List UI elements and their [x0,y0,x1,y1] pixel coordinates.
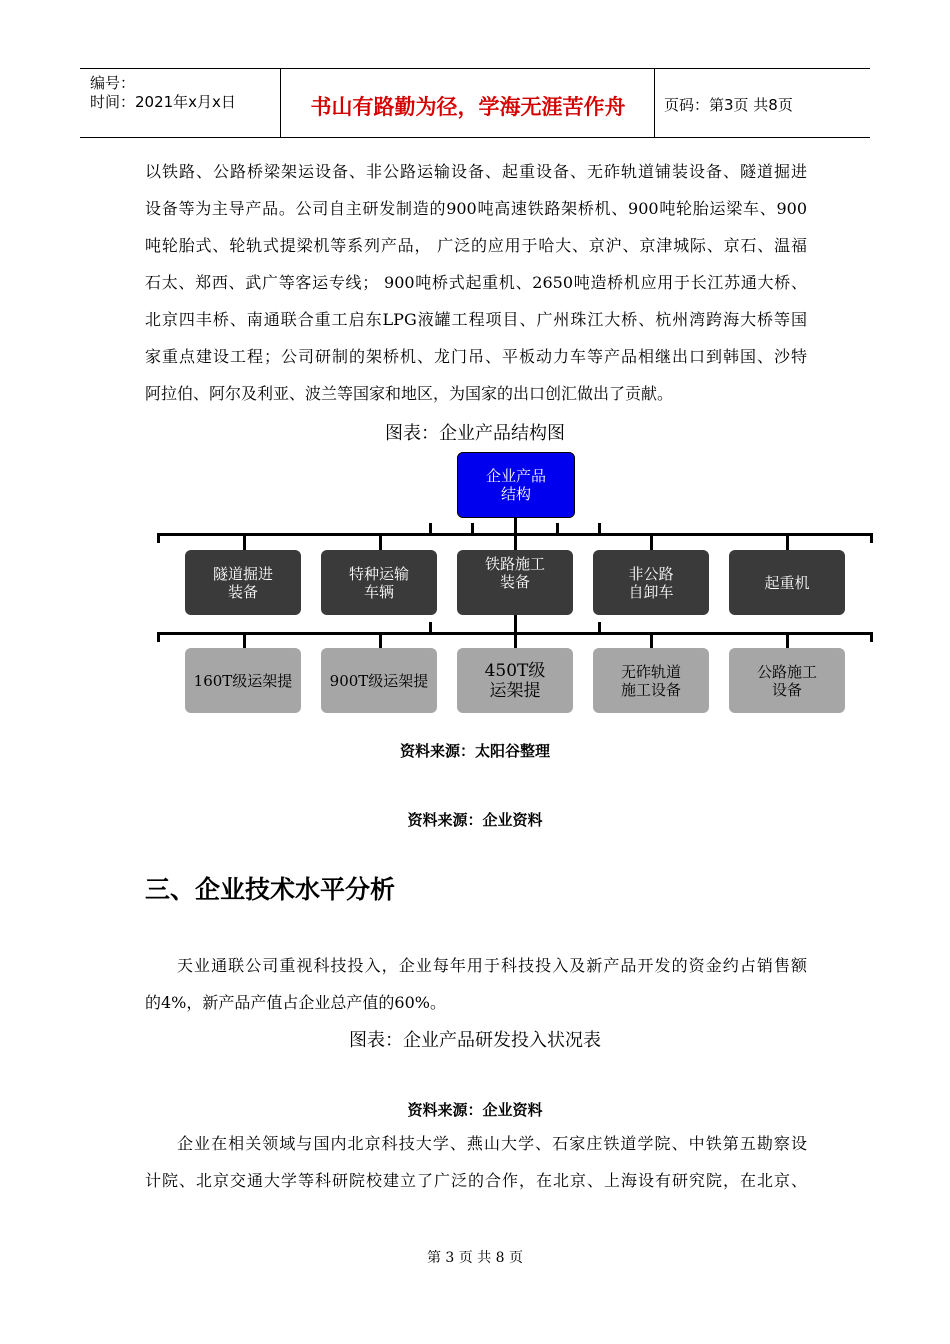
connector-tick [157,632,160,642]
paragraph-line: 企业在相关领域与国内北京科技大学、燕山大学、石家庄铁道学院、中铁第五勘察设 [177,1134,807,1153]
connector-tick [556,523,559,533]
chart-node-level2 [321,648,437,713]
header-divider [280,69,281,137]
node-label: 起重机 [764,573,810,592]
chart-node-level2 [593,648,709,713]
intro-paragraph [145,153,807,412]
section-paragraph [145,1125,807,1199]
figure-source: 资料来源：太阳谷整理 [399,742,550,760]
node-label: 隧道掘进 装备 [212,564,273,601]
chart-node-level2 [185,648,301,713]
connector-tick [157,533,160,543]
document-date: 时间：2021年x月x日 [90,93,236,111]
connector-tick [379,536,382,550]
paragraph-line: 北京四丰桥、南通联合重工启东LPG液罐工程项目、广州珠江大桥、杭州湾跨海大桥等国 [145,310,807,329]
node-label: 铁路施工 装备 [484,555,545,591]
connector-tick [429,523,432,533]
document-number: 编号： [90,74,136,92]
page-footer: 第 3 页 共 8 页 [426,1250,524,1266]
chart-node-level2 [457,648,573,713]
chart-root-node [457,452,575,518]
chart-node-level1 [321,550,437,615]
figure-source: 资料来源：企业资料 [407,811,543,829]
chart-node-level2 [729,648,845,713]
paragraph-line: 的4%，新产品产值占企业总产值的60%。 [145,993,446,1012]
connector-tick [379,635,382,648]
connector-tick [471,523,474,533]
chart-node-level1 [593,550,709,615]
node-label: 450T级 运架提 [484,660,546,701]
connector-tick [870,533,873,543]
connector-tick [650,536,653,550]
paragraph-line: 计院、北京交通大学等科研院校建立了广泛的合作，在北京、上海设有研究院，在北京、 [145,1171,807,1190]
node-label: 900T级运架提 [329,671,429,690]
connector-tick [598,523,601,533]
node-label: 企业产品 结构 [485,467,546,503]
node-label: 非公路 自卸车 [628,564,674,601]
connector-tick [243,635,246,648]
connector-tick [786,536,789,550]
paragraph-line: 以铁路、公路桥梁架运设备、非公路运输设备、起重设备、无砟轨道铺装设备、隧道掘进 [145,162,807,181]
page-header [80,68,870,138]
table-caption: 图表：企业产品研发投入状况表 [349,1030,601,1051]
connector-tick [650,635,653,648]
chart-node-level1 [457,550,573,615]
header-page-info: 页码：第3页 共8页 [664,96,793,114]
section-paragraph [145,947,807,1021]
connector-tick [429,622,432,632]
connector-tick [598,622,601,632]
chart-node-level1 [185,550,301,615]
connector-tick [514,517,517,533]
connector-tick [514,615,517,632]
header-divider [654,69,655,137]
paragraph-line: 石太、郑西、武广等客运专线； 900吨桥式起重机、2650吨造桥机应用于长江苏通大桥、 [145,273,807,292]
node-label: 公路施工 设备 [756,662,817,699]
figure-caption: 图表：企业产品结构图 [385,423,565,444]
header-motto: 书山有路勤为径，学海无涯苦作舟 [310,95,626,119]
connector-tick [243,536,246,550]
node-label: 特种运输 车辆 [348,564,409,601]
table-source: 资料来源：企业资料 [407,1101,543,1119]
section-heading: 三、企业技术水平分析 [145,875,396,904]
paragraph-line: 吨轮胎式、轮轨式提梁机等系列产品， 广泛的应用于哈大、京沪、京津城际、京石、温福 [145,236,807,255]
connector-tick [514,536,517,550]
connector-tick [870,632,873,642]
chart-node-level1 [729,550,845,615]
connector-tick [514,635,517,648]
paragraph-line: 家重点建设工程；公司研制的架桥机、龙门吊、平板动力车等产品相继出口到韩国、沙特 [145,347,807,366]
paragraph-line: 阿拉伯、阿尔及利亚、波兰等国家和地区，为国家的出口创汇做出了贡献。 [145,384,674,403]
node-label: 无砟轨道 施工设备 [620,662,681,699]
paragraph-line: 天业通联公司重视科技投入，企业每年用于科技投入及新产品开发的资金约占销售额 [177,956,807,975]
node-label: 160T级运架提 [193,671,293,690]
connector-tick [786,635,789,648]
paragraph-line: 设备等为主导产品。公司自主研发制造的900吨高速铁路架桥机、900吨轮胎运梁车、900 [145,199,807,218]
